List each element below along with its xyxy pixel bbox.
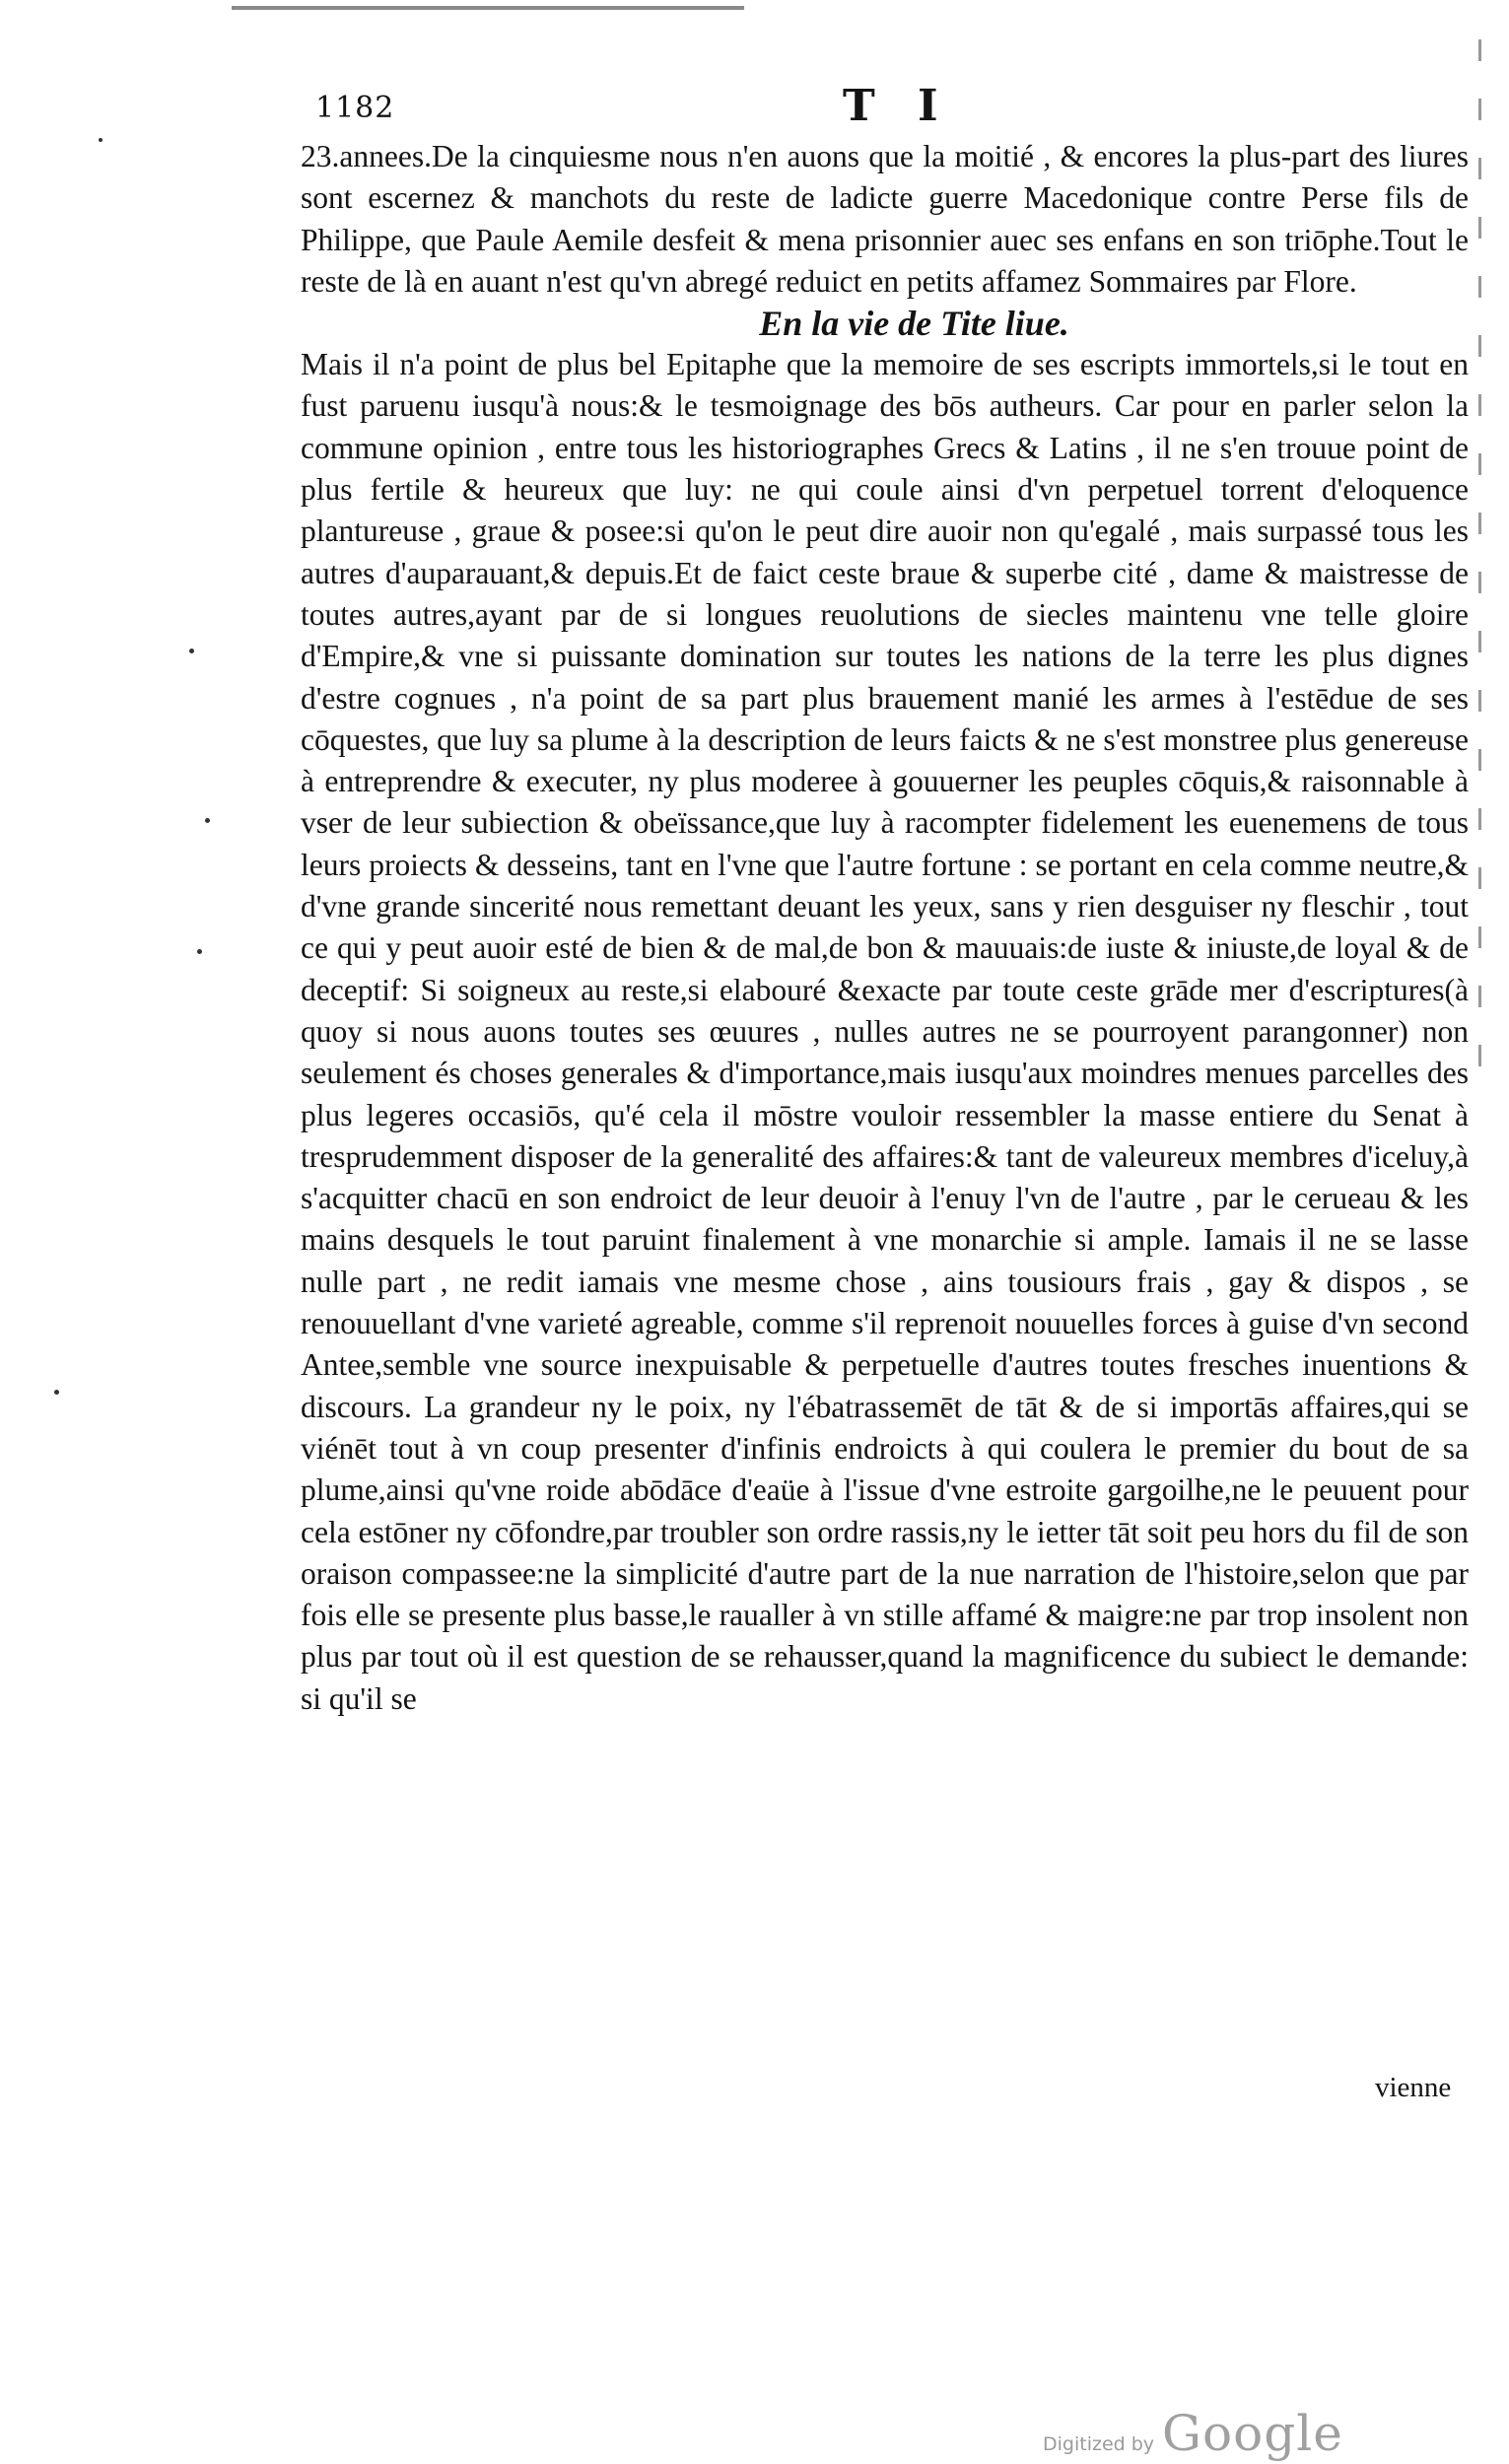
running-head: T I bbox=[843, 81, 952, 131]
section-heading: En la vie de Tite liue. bbox=[759, 304, 1069, 344]
paragraph-2: Mais il n'a point de plus bel Epitaphe que la memoire de ses escripts immortels,si le tout en fust paruenu iusqu'à nous:& le tesmoignage des bōs autheurs. Car pour en parler selon la commune opinion , entre tous les historiographes Grecs & Latins , il ne s'en trouue point de plus fertile & heureux que luy: ne qui coule ainsi d'vn perpetuel torrent d'eloquence plantureuse , graue & posee:si qu'on le peut dire auoir non qu'egalé , mais surpassé tous les autres d'auparauant,& depuis.Et de faict ceste braue & superbe cité , dame & maistresse de toutes autres,ayant par de si longues reuolutions de siecles maintenu vne telle gloire d'Empire,& vne si puissante domination sur toutes les nations de la terre les plus dignes d'estre cognues , n'a point de sa part plus brauement manié les armes à l'estēdue de ses cōquestes, que luy sa plume à la description de leurs faicts & ne s'est monstree plus genereuse à entreprendre & executer, ny plus moderee à gouuerner les peuples cōquis,& raisonnable à vser de leur subiection & obeïssance,que luy à racompter fidelement les euenemens de tous leurs proiects & desseins, tant en l'vne que l'autre fortune : se portant en cela comme neutre,& d'vne grande sincerité nous remettant deuant les yeux, sans y rien desguiser ny fleschir , tout ce qui y peut auoir esté de bien & de mal,de bon & mauuais:de iuste & iniuste,de loyal & de deceptif: Si soigneux au reste,si elabouré &exacte par toute ceste grāde mer d'escriptures(à quoy si nous auons toutes ses œuures , nulles autres ne se pourroyent parangonner) non seulement és choses generales & d'importance,mais iusqu'aux moindres menues parcelles des plus legeres occasiōs, qu'é cela il mōstre vouloir ressembler la masse entiere du Senat à tresprudemment disposer de la generalité des affaires:& tant de valeureux membres d'iceluy,à s'acquitter chacū en son endroict de leur deuoir à l'enuy l'vn de l'autre , par le cerueau & les mains desquels le tout paruint finalement à vne monarchie si ample. Iamais il ne se lasse nulle part , ne redit iamais vne mesme chose , ains tousiours frais , gay & dispos , se renouuellant d'vne varieté agreable, comme s'il reprenoit nouuelles forces à guise d'vn second Antee,semble vne source inexpuisable & perpetuelle d'autres toutes fresches inuentions & discours. La grandeur ny le poix, ny l'ébatrassemēt de tāt & de si importās affaires,qui se viénēt tout à vn coup presenter d'infinis endroicts à qui coulera le premier du bout de sa plume,ainsi qu'vne roide abōdāce d'eaüe à l'issue d'vne estroite gargoilhe,ne le peuuent pour cela estōner ny cōfondre,par troubler son ordre rassis,ny le ietter tāt soit peu hors du fil de son oraison compassee:ne la simplicité d'autre part de la nue narration de l'histoire,selon que par fois elle se presente plus basse,le raualler à vn stille affamé & maigre:ne par trop insolent non plus par tout où il est question de se rehausser,quand la magnificence du subiect le demande: si qu'il se bbox=[301, 347, 1469, 1716]
margin-speck bbox=[54, 1390, 59, 1395]
google-logo: Google bbox=[1162, 2405, 1343, 2462]
margin-speck bbox=[205, 818, 210, 823]
paragraph-1: 23.annees.De la cinquiesme nous n'en auons que la moitié , & encores la plus-part des liures sont escernez & manchots du reste de ladicte guerre Macedonique contre Perse fils de Philippe, que Paule Aemile desfeit & mena prisonnier auec ses enfans en son triōphe.Tout le reste de là en auant n'est qu'vn abregé reduict en petits affamez Sommaires par Flore. bbox=[301, 139, 1469, 299]
page-number: 1182 bbox=[315, 91, 395, 125]
margin-speck bbox=[99, 138, 103, 142]
watermark-prefix: Digitized by bbox=[1043, 2433, 1155, 2455]
margin-speck bbox=[197, 949, 202, 954]
top-edge-rule bbox=[232, 6, 744, 10]
body-text bbox=[301, 136, 1469, 1720]
digitization-watermark bbox=[1043, 2405, 1343, 2462]
margin-speck bbox=[189, 649, 194, 653]
page-header bbox=[315, 81, 1439, 144]
right-margin-marks bbox=[1478, 39, 1481, 1104]
catchword: vienne bbox=[1375, 2072, 1452, 2103]
